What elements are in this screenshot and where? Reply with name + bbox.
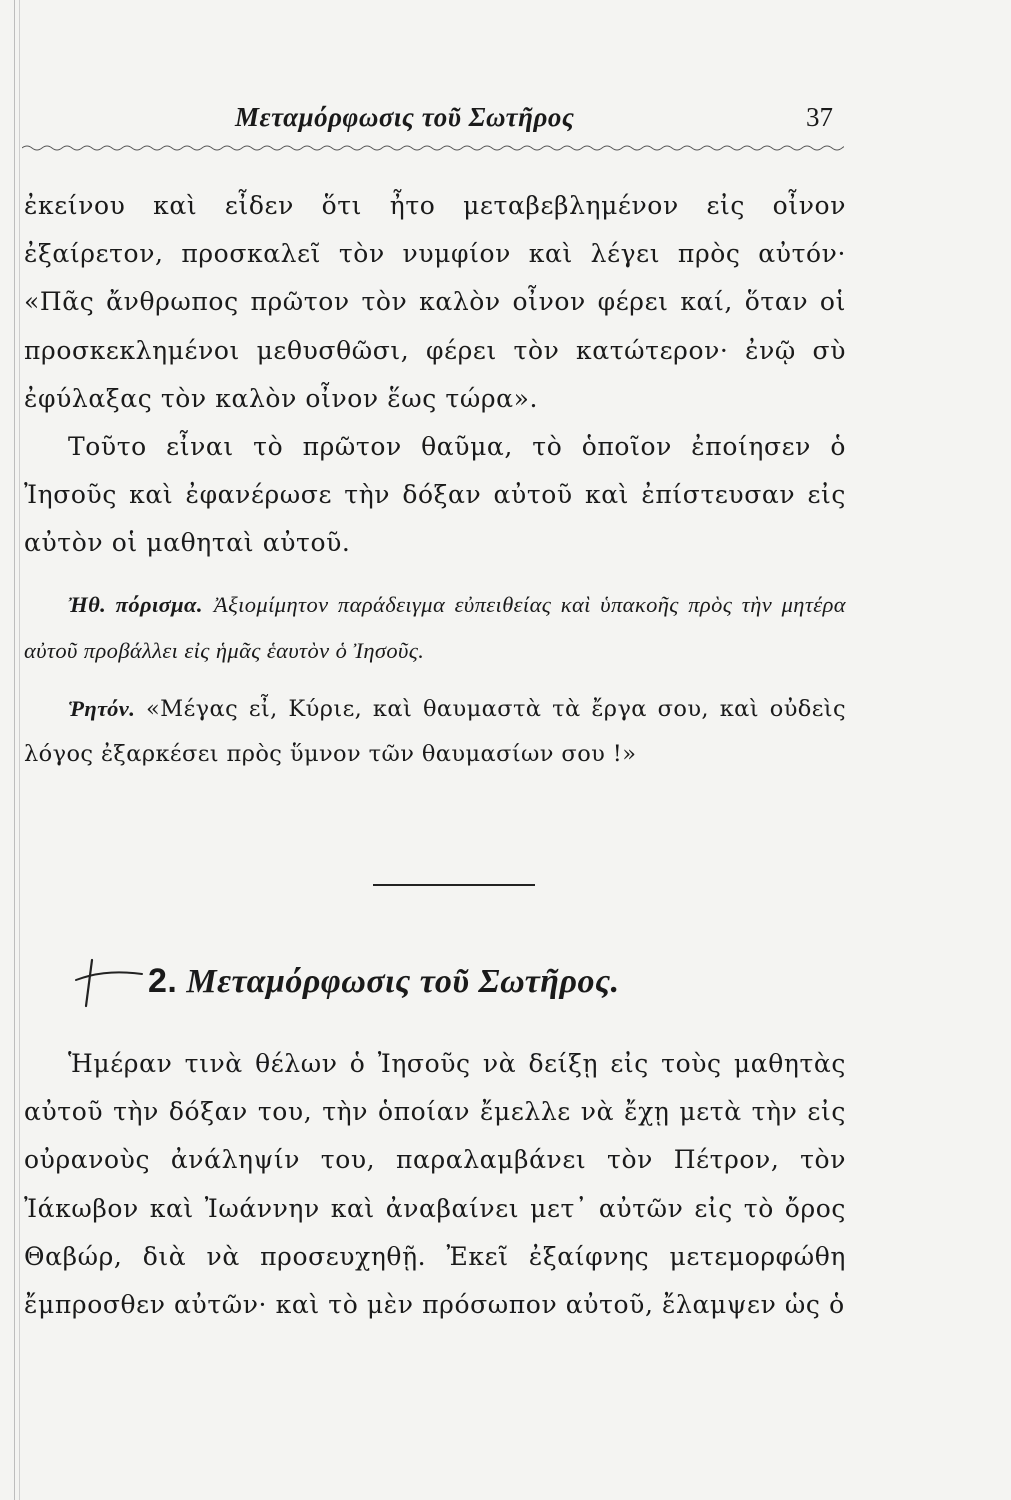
- handwritten-cross-mark: [70, 950, 150, 1010]
- main-text-bottom: [24, 1040, 846, 1329]
- page-number: 37: [806, 102, 833, 132]
- section-heading: [0, 950, 1011, 1010]
- scripture-quote-label: Ῥητόν.: [68, 695, 136, 721]
- section-title-text: Μεταμόρφωσις τοῦ Σωτῆρος.: [186, 963, 620, 1000]
- gutter-edge-line: [19, 0, 20, 1500]
- paragraph-wine-miracle: ἐκείνου καὶ εἶδεν ὅτι ἦτο μεταβεβλημένον εἰς οἶνον ἐξαίρετον, προσκαλεῖ τὸν νυμφίον καὶ λέγει πρὸς αὐτόν· «Πᾶς ἄνθρωπος πρῶτον τὸν καλὸν οἶνον φέρει καί, ὅταν οἱ προσκεκλημένοι μεθυσθῶσι, φέρει τὸν κατώτερον· ἐνῷ σὺ ἐφύλαξας τὸν καλὸν οἶνον ἕως τώρα».: [24, 191, 846, 413]
- wavy-header-rule: [22, 143, 844, 153]
- moral-teaching-label: Ἠθ. πόρισμα.: [68, 591, 203, 617]
- section-separator-rule: [373, 884, 535, 886]
- paragraph-transfiguration: Ἡμέραν τινὰ θέλων ὁ Ἰησοῦς νὰ δείξῃ εἰς τοὺς μαθητὰς αὐτοῦ τὴν δόξαν του, τὴν ὁποίαν ἔμελλε νὰ ἔχῃ μετὰ τὴν εἰς οὐρανοὺς ἀνάληψίν του, παραλαμβάνει τὸν Πέτρον, τὸν Ἰάκωβον καὶ Ἰωάννην καὶ ἀναβαίνει μετ᾿ αὐτῶν εἰς τὸ ὄρος Θαβώρ, διὰ νὰ προσευχηθῇ. Ἐκεῖ ἐξαίφνης μετεμορφώθη ἔμπροσθεν αὐτῶν· καὶ τὸ μὲν πρόσωπον αὐτοῦ, ἔλαμψεν ὡς ὁ: [24, 1049, 846, 1320]
- scripture-quote: [24, 686, 846, 777]
- moral-teaching: [24, 582, 846, 674]
- scripture-quote-text: «Μέγας εἶ, Κύριε, καὶ θαυμαστὰ τὰ ἔργα σου, καὶ οὐδεὶς λόγος ἐξαρκέσει πρὸς ὕμνον τῶν θαυμασίων σου !»: [24, 695, 846, 767]
- main-text-top: [24, 182, 846, 777]
- running-title: Μεταμόρφωσις τοῦ Σωτῆρος: [235, 102, 575, 132]
- section-title: [148, 962, 620, 1001]
- gutter-edge-line: [14, 0, 15, 1500]
- running-header: [0, 102, 1011, 142]
- section-number: 2.: [148, 962, 178, 1000]
- moral-teaching-text: Ἀξιομίμητον παράδειγμα εὐπειθείας καὶ ὑπακοῆς πρὸς τὴν μητέρα αὐτοῦ προβάλλει εἰς ἡμᾶς ἑαυτὸν ὁ Ἰησοῦς.: [24, 591, 846, 663]
- paragraph-first-miracle: Τοῦτο εἶναι τὸ πρῶτον θαῦμα, τὸ ὁποῖον ἐποίησεν ὁ Ἰησοῦς καὶ ἐφανέρωσε τὴν δόξαν αὐτοῦ καὶ ἐπίστευσαν εἰς αὐτὸν οἱ μαθηταὶ αὐτοῦ.: [24, 432, 846, 558]
